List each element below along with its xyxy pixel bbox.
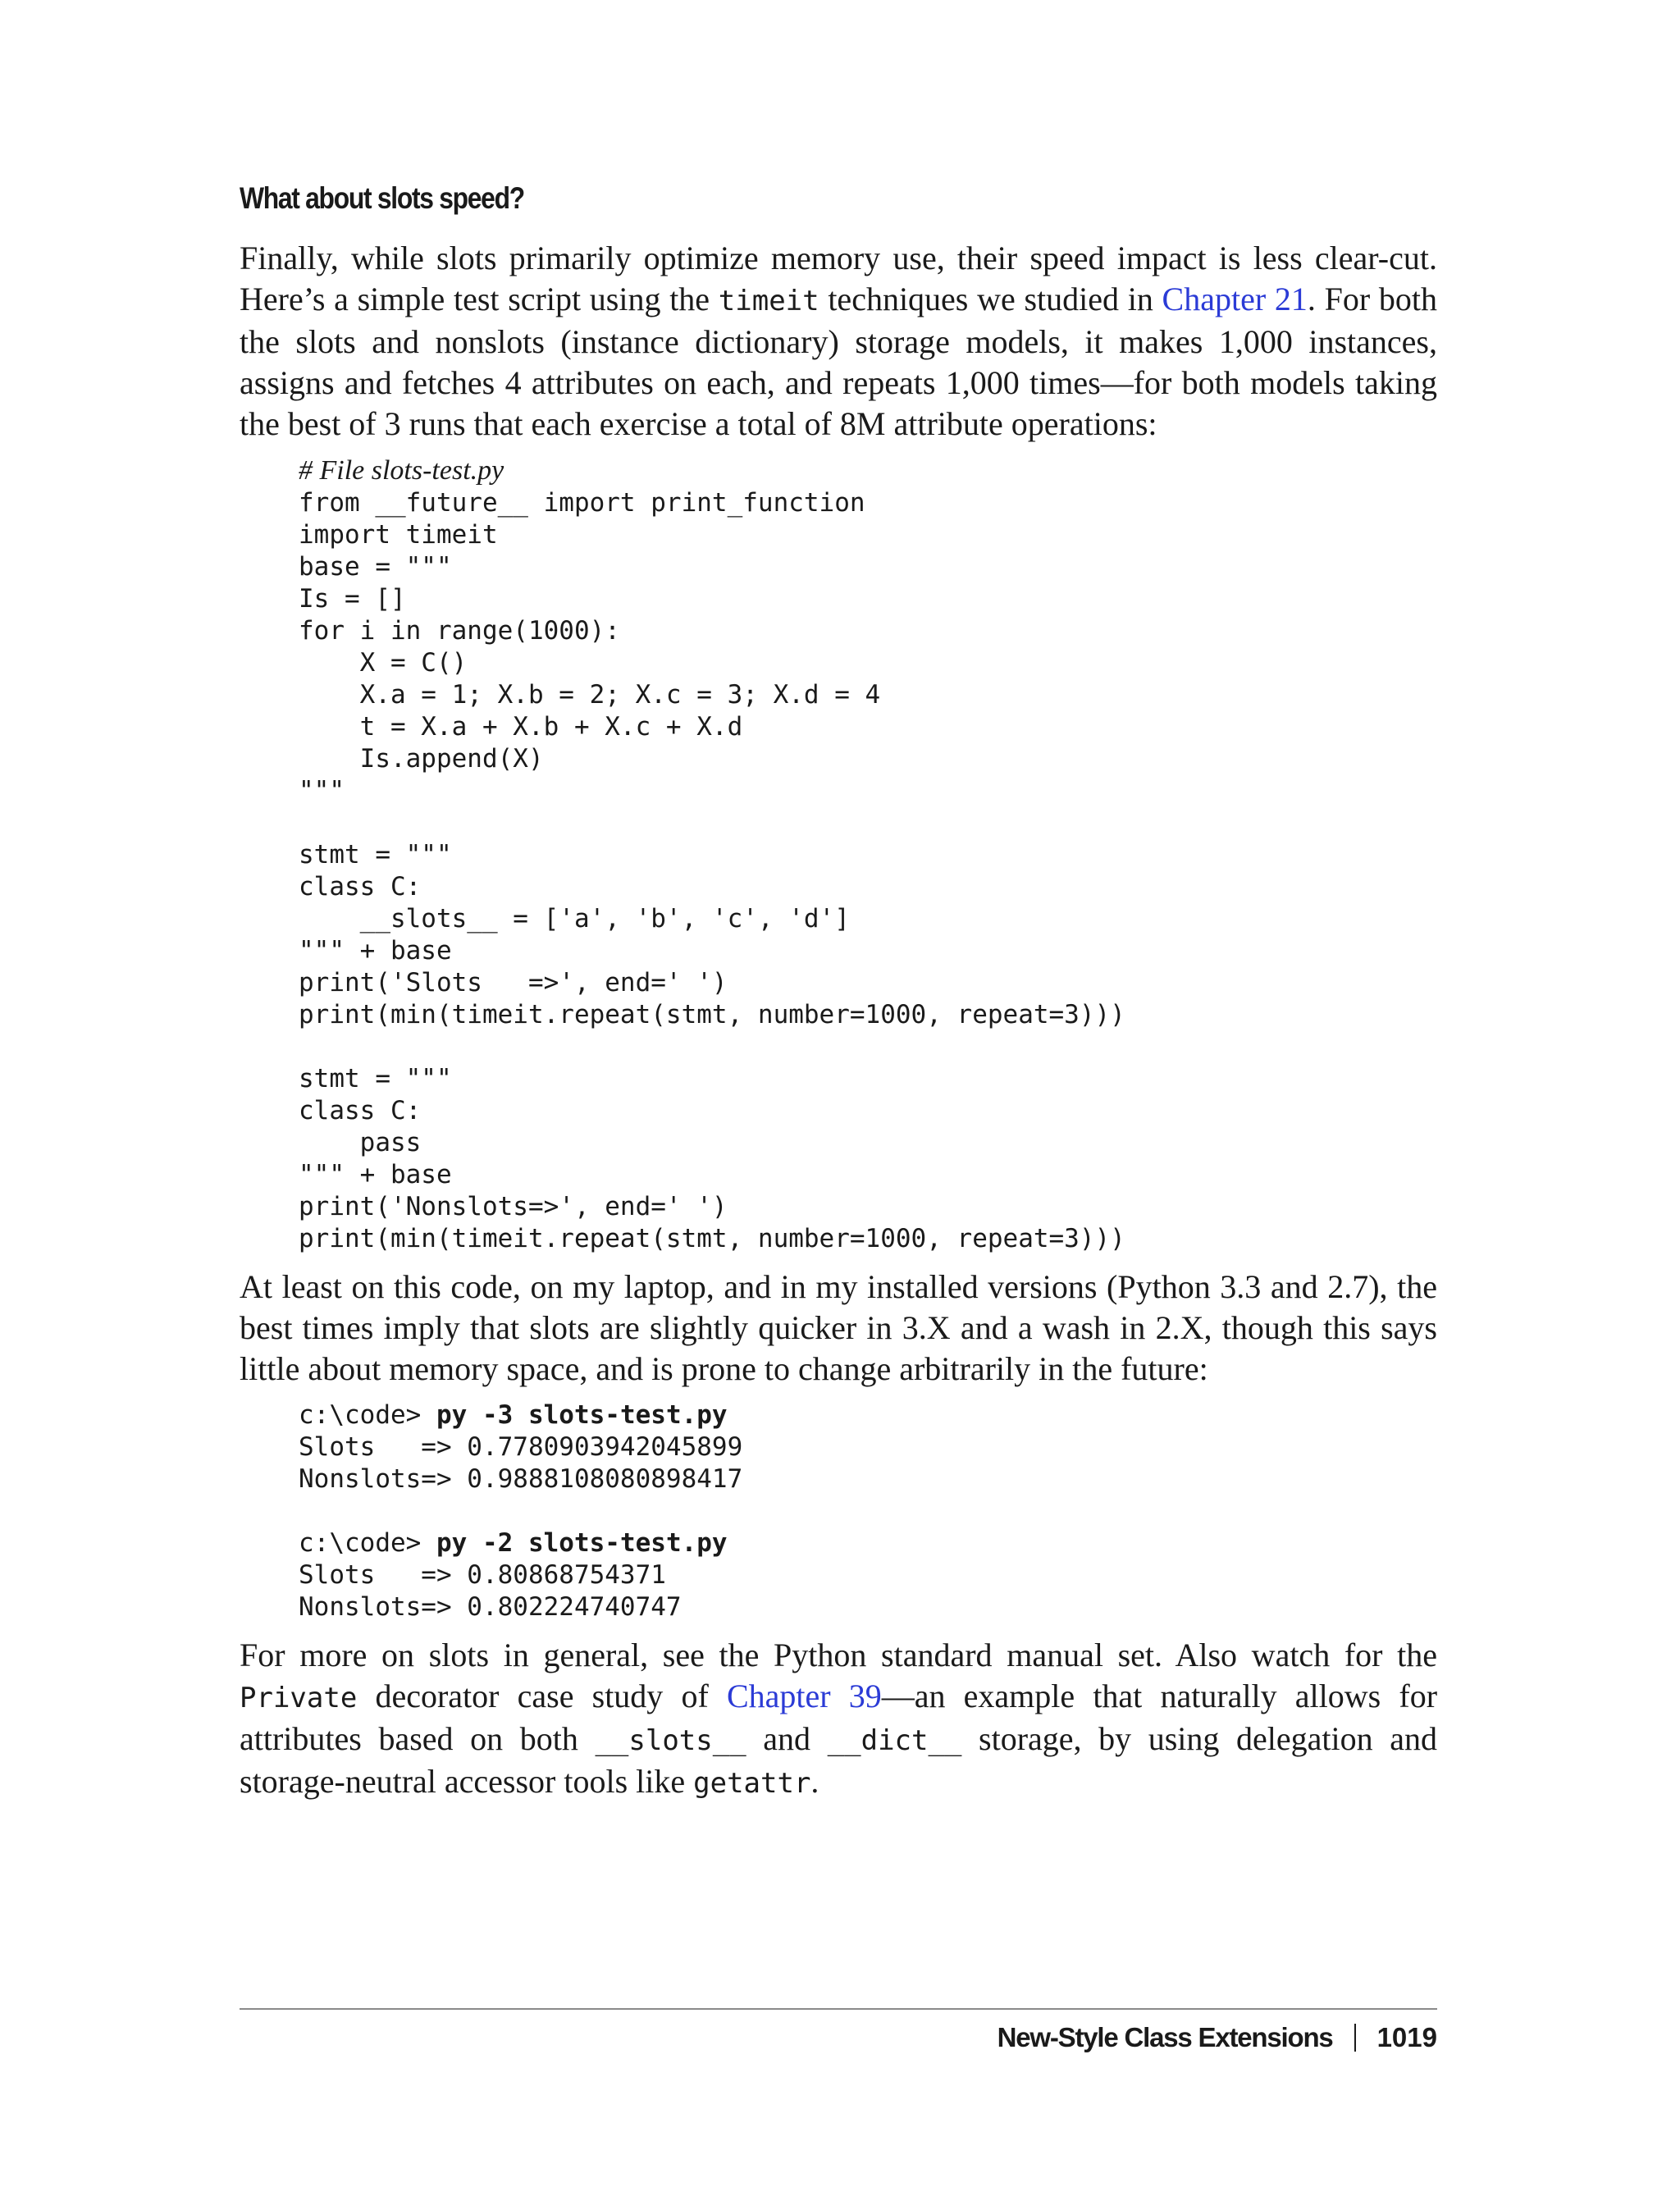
text-span: —an example that naturally allows for attributes based on both: [240, 1678, 1438, 1757]
text-span: .: [810, 1763, 819, 1800]
page-footer: [998, 2020, 1437, 2056]
code-body: from __future__ import print_function import timeit base = """ Is = [] for i in range(1000): X = C() X.a = 1; X.b = 2; X.c = 3; X.d = 4 t = X.a + X.b + X.c + X.d Is.append(X) """ stmt = """ class C: __slots__ = ['a', 'b', 'c', 'd'] """ + base print('Slots =>', end=' ') print(min(timeit.repeat(stmt, number=1000, repeat=3))) stmt = """ class C: pass """ + base print('Nonslots=>', end=' ') print(min(timeit.repeat(stmt, number=1000, repeat=3))): [299, 488, 1125, 1253]
paragraph-results: At least on this code, on my laptop, and in my installed versions (Python 3.3 and 2.7), the best times imply that slots are slightly quicker in 3.X and a wash in 2.X, though this says little about memory space, and is prone to change arbitrarily in the future:: [240, 1268, 1437, 1387]
footer-separator: [1354, 2024, 1356, 2052]
page-content: [240, 174, 1437, 1804]
shell-output: Slots => 0.80868754371 Nonslots=> 0.802224740747: [299, 1560, 682, 1622]
inline-code-getattr: getattr: [693, 1767, 811, 1800]
text-span: decorator case study of: [357, 1678, 727, 1714]
inline-code-private: Private: [240, 1682, 358, 1714]
inline-code-timeit: timeit: [718, 285, 819, 317]
paragraph-more: [240, 1635, 1437, 1804]
text-span: and: [746, 1720, 828, 1757]
chapter-21-link[interactable]: Chapter 21: [1162, 281, 1308, 317]
shell-prompt: c:\code>: [299, 1400, 436, 1430]
text-span: Finally, while slots primarily optimize memory use, their speed impact is less clear-cut. Here’s a simple test script using the: [240, 240, 1437, 317]
footer-section-title: New-Style Class Extensions: [997, 2022, 1333, 2052]
shell-prompt: c:\code>: [299, 1528, 436, 1558]
shell-command: py -3 slots-test.py: [436, 1400, 728, 1430]
text-span: techniques we studied in: [819, 281, 1162, 317]
text-span: For more on slots in general, see the Python standard manual set. Also watch for the: [240, 1637, 1437, 1673]
footer-divider: [240, 2008, 1437, 2010]
shell-output: Slots => 0.7780903942045899 Nonslots=> 0.9888108080898417: [299, 1432, 743, 1494]
chapter-39-link[interactable]: Chapter 39: [726, 1678, 882, 1714]
code-block-slots-test: [299, 454, 1437, 1255]
section-heading: What about slots speed?: [240, 181, 524, 215]
text-span: storage, by using delegation and storage-neutral accessor tools like: [240, 1720, 1437, 1800]
text-span: . For both the slots and nonslots (instance dictionary) storage models, it makes 1,000 instances, assigns and fetches 4 attributes on each, and repeats 1,000 times—for both models taking the best of 3 runs that each exercise a total of 8M attribute operations:: [240, 281, 1437, 442]
code-block-output: [299, 1399, 1437, 1623]
shell-command: py -2 slots-test.py: [436, 1528, 728, 1558]
inline-code-dict: __dict__: [827, 1724, 962, 1757]
inline-code-slots: __slots__: [595, 1724, 746, 1757]
code-comment: # File slots-test.py: [299, 455, 504, 486]
page-number: 1019: [1376, 2022, 1437, 2052]
paragraph-intro: [240, 238, 1437, 445]
